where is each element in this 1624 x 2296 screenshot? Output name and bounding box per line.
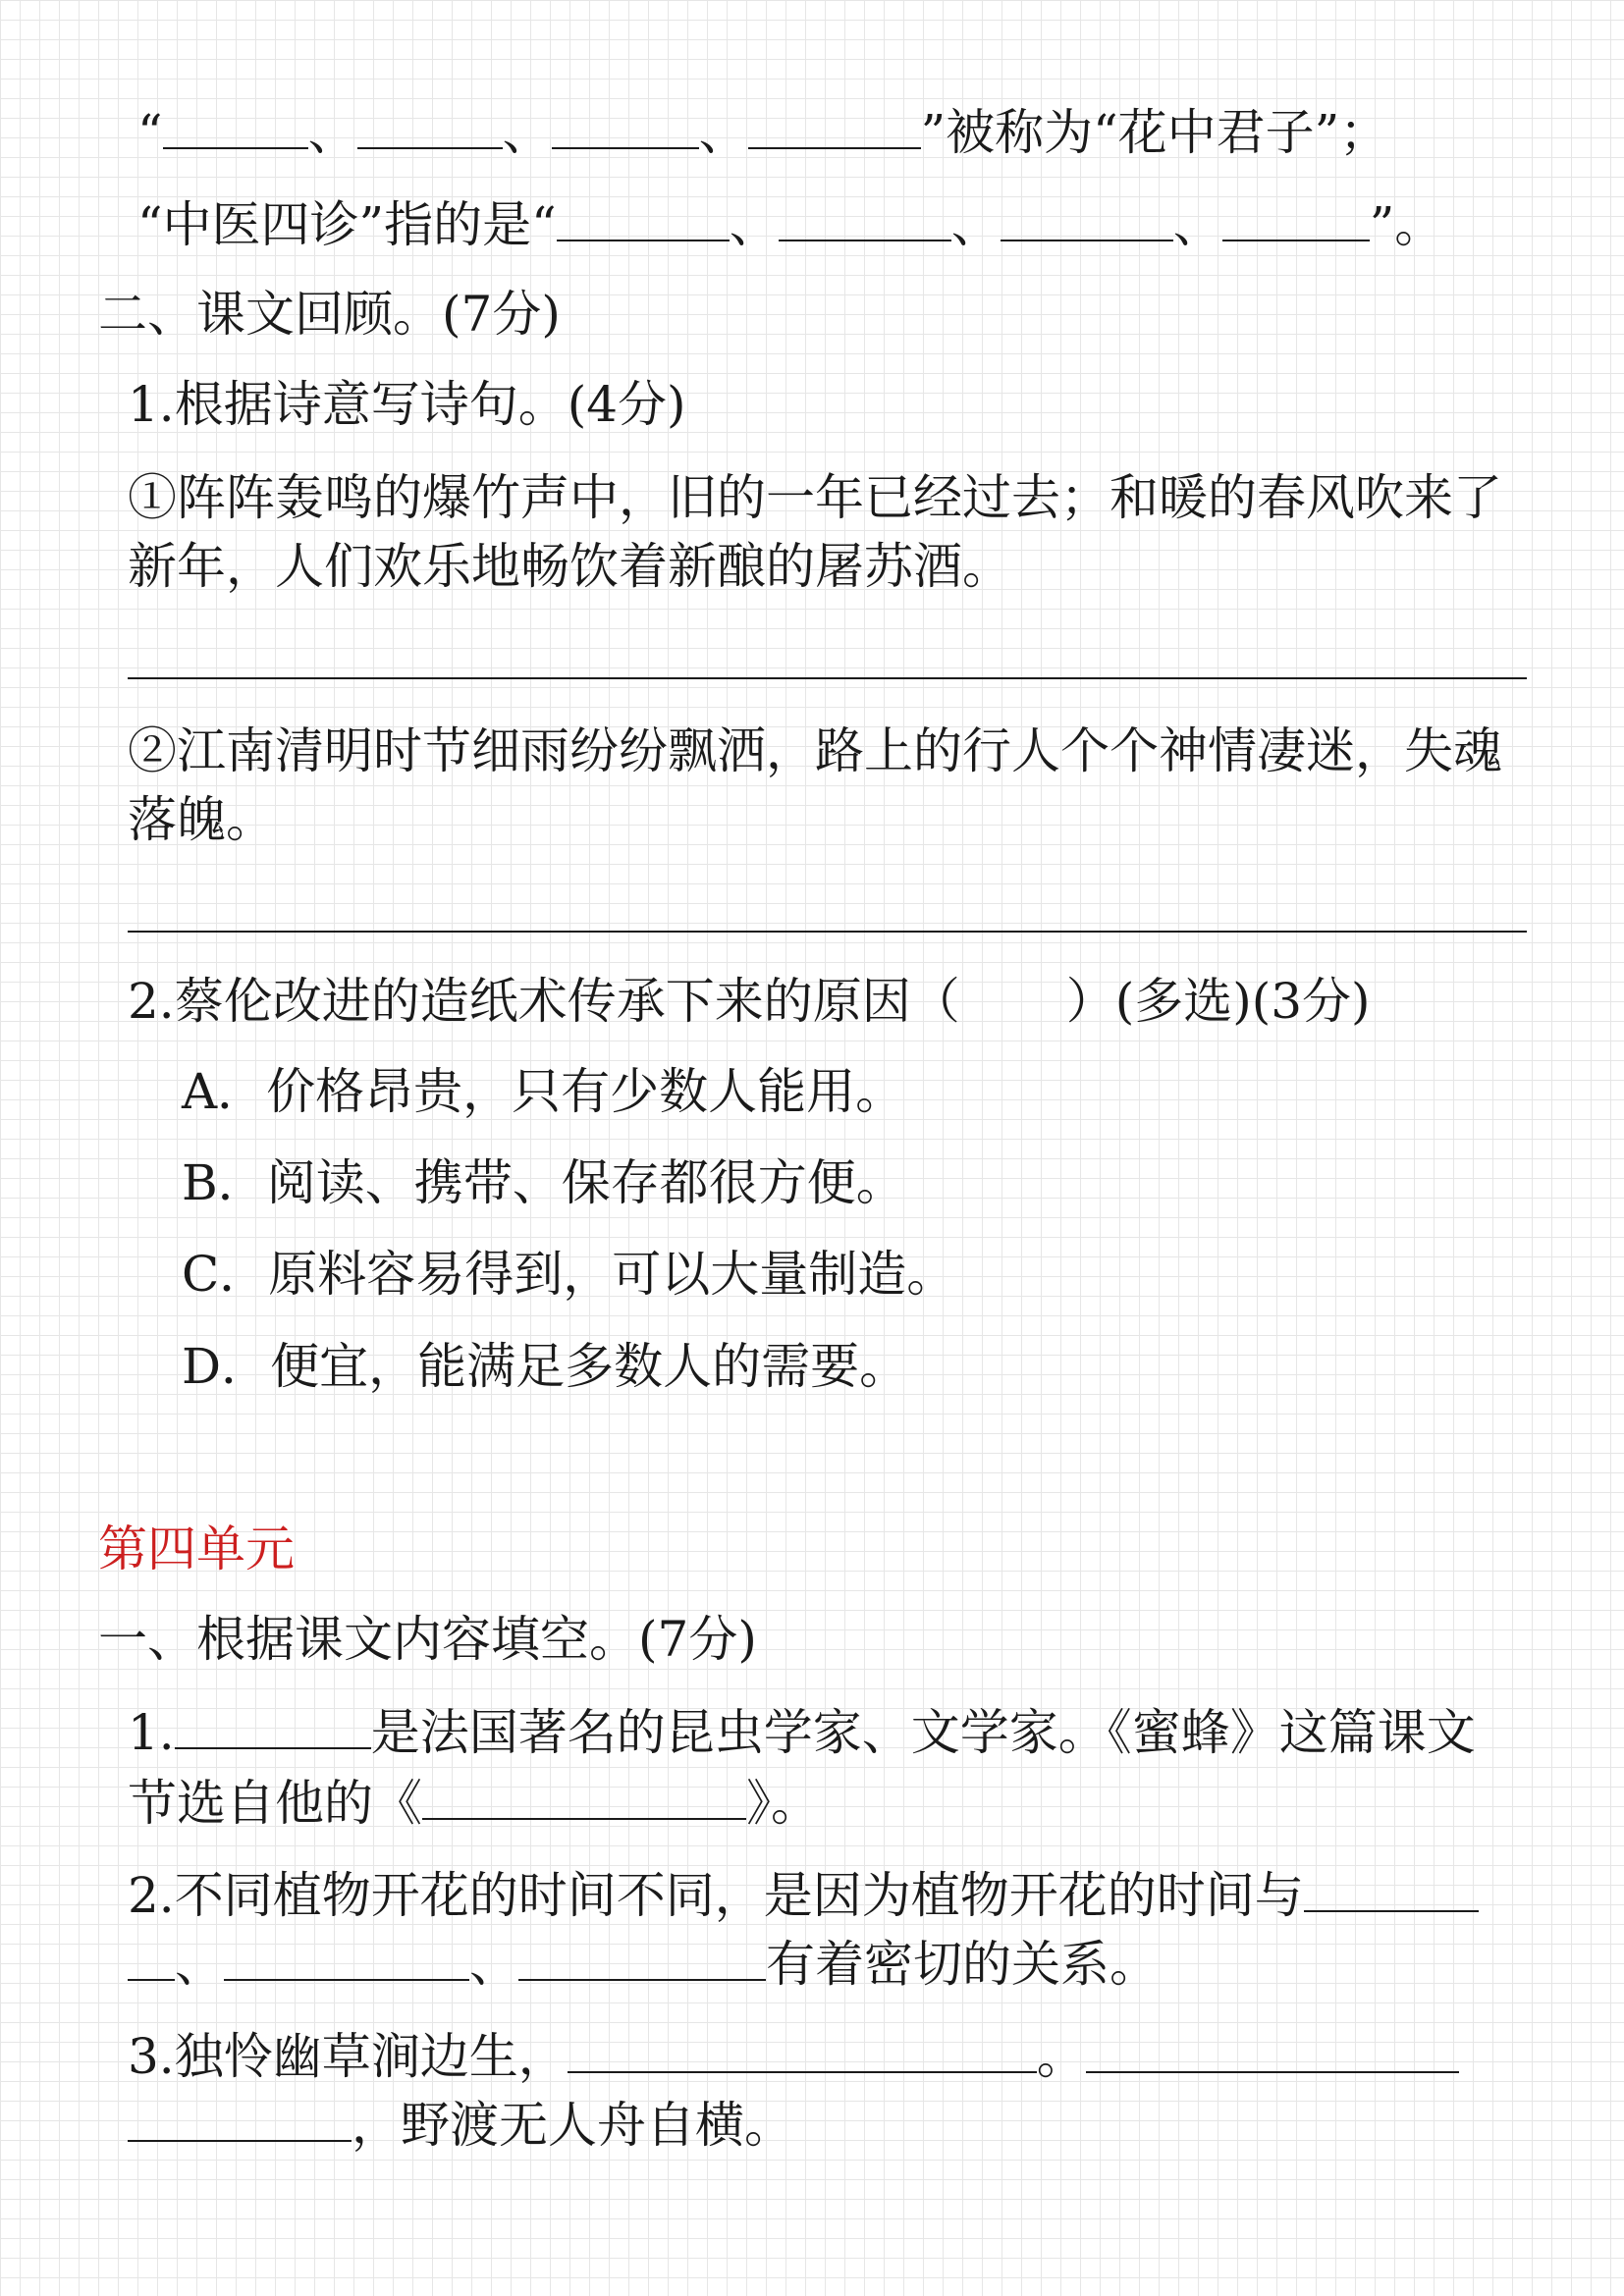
- blank-diagnosis-4[interactable]: [1222, 194, 1370, 241]
- fill-q1-line2: [128, 1773, 820, 1833]
- fill-q3-prefix: 3.独怜幽草涧边生，: [128, 2028, 568, 2085]
- separator: 、: [307, 104, 357, 161]
- blank-factor-1b[interactable]: [128, 1934, 175, 1981]
- fill-diagnosis-close: ”。: [1369, 196, 1444, 253]
- blank-book-title[interactable]: [422, 1773, 746, 1820]
- question-paper-text: 2.蔡伦改进的造纸术传承下来的原因（: [128, 973, 960, 1030]
- fill-q2-line1: [128, 1865, 1479, 1925]
- section-heading-review: 二、课文回顾。(7分): [98, 286, 561, 343]
- blank-poem-line-3b[interactable]: [128, 2095, 352, 2142]
- fill-q2-line2: [128, 1934, 1159, 1994]
- poem-meaning-2-line2: 落魄。: [128, 791, 275, 848]
- separator: 、: [698, 104, 748, 161]
- fill-q1-line2-prefix: 节选自他的《: [128, 1775, 422, 1832]
- option-c[interactable]: C．原料容易得到，可以大量制造。: [182, 1246, 956, 1303]
- fill-flowers-line: [137, 102, 1388, 162]
- option-d[interactable]: D．便宜，能满足多数人的需要。: [182, 1338, 909, 1395]
- fill-diagnosis-prefix: “中医四诊”指的是“: [137, 196, 557, 253]
- fill-q3-suffix: ，野渡无人舟自横。: [352, 2097, 793, 2154]
- separator: 、: [729, 196, 779, 253]
- fill-flowers-close: ”被称为“花中君子”；: [920, 104, 1389, 161]
- poem-meaning-1-line2: 新年，人们欢乐地畅饮着新酿的屠苏酒。: [128, 538, 1011, 595]
- fill-q1-number: 1.: [128, 1704, 175, 1761]
- blank-factor-2[interactable]: [224, 1934, 469, 1981]
- section-heading-fill: 一、根据课文内容填空。(7分): [98, 1611, 757, 1668]
- question-label-poem: 1.根据诗意写诗句。(4分): [128, 376, 686, 433]
- fill-q3-line2: [128, 2095, 793, 2155]
- fill-diagnosis-line: [137, 194, 1443, 254]
- answer-line-1[interactable]: [128, 677, 1527, 679]
- fill-q3-line1: [128, 2026, 1459, 2086]
- separator: 、: [502, 104, 552, 161]
- separator: 、: [469, 1936, 518, 1993]
- blank-flower-3[interactable]: [552, 102, 699, 149]
- open-quote: “: [137, 104, 163, 161]
- option-a[interactable]: A．价格昂贵，只有少数人能用。: [182, 1063, 905, 1120]
- blank-author[interactable]: [175, 1702, 371, 1749]
- separator: 、: [950, 196, 1001, 253]
- answer-line-2[interactable]: [128, 931, 1527, 933]
- blank-diagnosis-1[interactable]: [557, 194, 730, 241]
- unit-title: 第四单元: [98, 1521, 295, 1577]
- blank-factor-1a[interactable]: [1304, 1865, 1479, 1912]
- separator: 、: [1172, 196, 1222, 253]
- blank-diagnosis-2[interactable]: [779, 194, 951, 241]
- fill-q3-period: 。: [1036, 2028, 1086, 2085]
- fill-q1-line1: [128, 1702, 1476, 1762]
- poem-meaning-2-line1: ②江南清明时节细雨纷纷飘洒，路上的行人个个神情凄迷，失魂: [128, 722, 1502, 779]
- fill-q1-line2-suffix: 》。: [746, 1775, 820, 1832]
- blank-flower-1[interactable]: [163, 102, 308, 149]
- poem-meaning-1-line1: ①阵阵轰鸣的爆竹声中，旧的一年已经过去；和暖的春风吹来了: [128, 469, 1502, 526]
- fill-q2-text: 2.不同植物开花的时间不同，是因为植物开花的时间与: [128, 1867, 1304, 1924]
- question-label-paper: [128, 972, 1371, 1031]
- blank-poem-line-3a[interactable]: [1086, 2026, 1459, 2073]
- fill-q1-text: 是法国著名的昆虫学家、文学家。《蜜蜂》这篇课文: [370, 1704, 1476, 1761]
- fill-q2-suffix: 有着密切的关系。: [766, 1936, 1159, 1993]
- blank-poem-line-2[interactable]: [568, 2026, 1037, 2073]
- blank-flower-4[interactable]: [748, 102, 921, 149]
- option-b[interactable]: B．阅读、携带、保存都很方便。: [182, 1154, 905, 1211]
- blank-flower-2[interactable]: [357, 102, 503, 149]
- blank-diagnosis-3[interactable]: [1001, 194, 1173, 241]
- separator: 、: [175, 1936, 224, 1993]
- question-paper-suffix: ）(多选)(3分): [1065, 973, 1371, 1030]
- blank-factor-3[interactable]: [518, 1934, 766, 1981]
